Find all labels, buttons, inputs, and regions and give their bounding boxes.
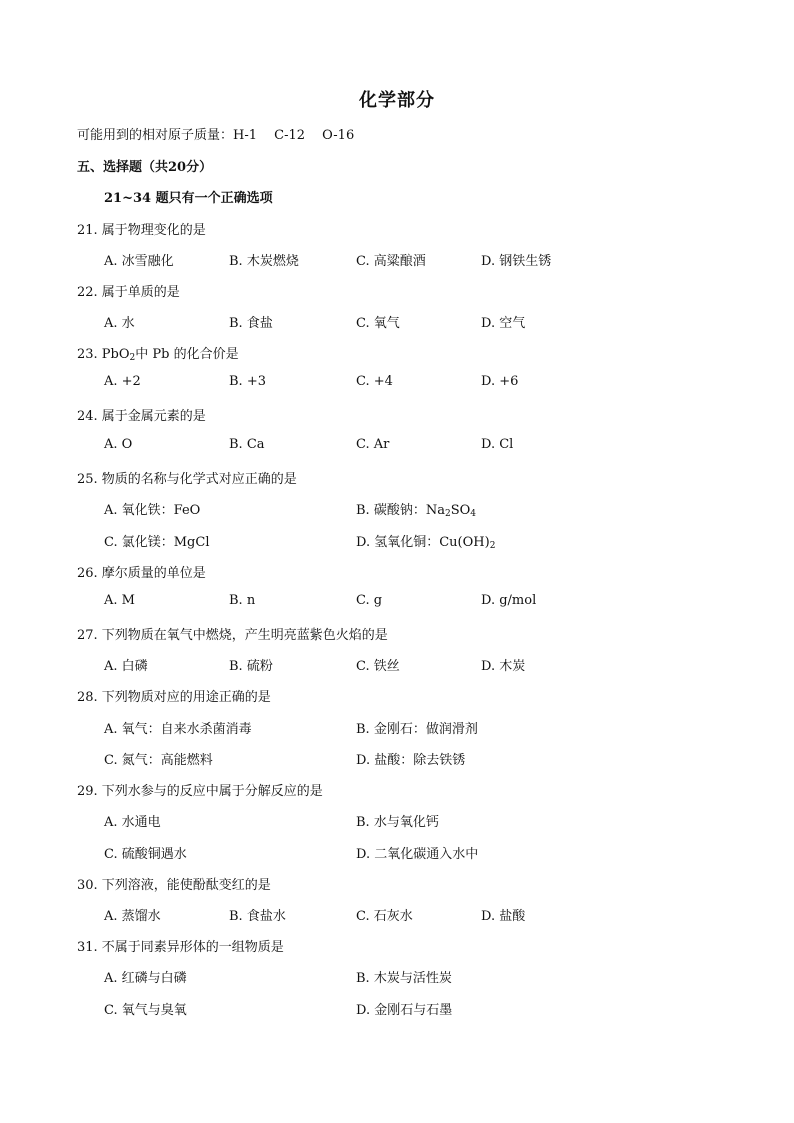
q25-b-sub1: 2 bbox=[444, 509, 451, 519]
q30-option-b: B. 食盐水 bbox=[229, 909, 286, 924]
question-30-stem: 30. 下列溶液，能使酚酞变红的是 bbox=[77, 878, 271, 893]
q26-option-c: C. g bbox=[356, 593, 383, 608]
q21-option-b: B. 木炭燃烧 bbox=[229, 254, 299, 269]
q26-option-a: A. M bbox=[104, 593, 135, 608]
q25-option-a: A. 氧化铁：FeO bbox=[104, 503, 201, 518]
q26-option-b: B. n bbox=[229, 593, 256, 608]
question-25-stem: 25. 物质的名称与化学式对应正确的是 bbox=[77, 472, 297, 487]
q28-option-b: B. 金刚石：做润滑剂 bbox=[356, 722, 478, 737]
q29-option-a: A. 水通电 bbox=[104, 815, 161, 830]
q23-option-d: D. +6 bbox=[481, 374, 519, 389]
question-23-stem bbox=[77, 343, 239, 362]
q25-option-c: C. 氯化镁：MgCl bbox=[104, 535, 210, 550]
q28-option-c: C. 氮气：高能燃料 bbox=[104, 753, 213, 768]
q23-stem-part2: 中 Pb 的化合价是 bbox=[135, 347, 239, 362]
question-26-stem: 26. 摩尔质量的单位是 bbox=[77, 566, 206, 581]
q25-b-part2: SO bbox=[450, 503, 471, 518]
question-22-stem: 22. 属于单质的是 bbox=[77, 285, 180, 300]
question-24-stem: 24. 属于金属元素的是 bbox=[77, 409, 206, 424]
q29-option-d: D. 二氧化碳通入水中 bbox=[356, 847, 479, 862]
section-heading: 五、选择题（共20分） bbox=[77, 160, 213, 175]
q24-option-d: D. Cl bbox=[481, 437, 514, 452]
q24-option-c: C. Ar bbox=[356, 437, 390, 452]
q22-option-b: B. 食盐 bbox=[229, 316, 273, 331]
q22-option-a: A. 水 bbox=[104, 316, 135, 331]
q30-option-d: D. 盐酸 bbox=[481, 909, 526, 924]
question-21-stem: 21. 属于物理变化的是 bbox=[77, 223, 206, 238]
question-27-stem: 27. 下列物质在氧气中燃烧，产生明亮蓝紫色火焰的是 bbox=[77, 628, 388, 643]
q23-option-b: B. +3 bbox=[229, 374, 266, 389]
q30-option-a: A. 蒸馏水 bbox=[104, 909, 161, 924]
q23-option-c: C. +4 bbox=[356, 374, 393, 389]
q28-option-a: A. 氧气：自来水杀菌消毒 bbox=[104, 722, 252, 737]
question-31-stem: 31. 不属于同素异形体的一组物质是 bbox=[77, 940, 284, 955]
q29-option-c: C. 硫酸铜遇水 bbox=[104, 847, 187, 862]
q30-option-c: C. 石灰水 bbox=[356, 909, 413, 924]
q27-option-a: A. 白磷 bbox=[104, 659, 148, 674]
q25-d-part1: D. 氢氧化铜：Cu(OH) bbox=[356, 535, 490, 550]
q31-option-d: D. 金刚石与石墨 bbox=[356, 1003, 453, 1018]
q25-d-sub: 2 bbox=[489, 541, 496, 551]
q21-option-d: D. 钢铁生锈 bbox=[481, 254, 552, 269]
question-29-stem: 29. 下列水参与的反应中属于分解反应的是 bbox=[77, 784, 323, 799]
q22-option-d: D. 空气 bbox=[481, 316, 526, 331]
atomic-mass-line: 可能用到的相对原子质量：H-1 C-12 O-16 bbox=[77, 128, 355, 143]
q24-option-a: A. O bbox=[104, 437, 133, 452]
q29-option-b: B. 水与氧化钙 bbox=[356, 815, 439, 830]
q31-option-a: A. 红磷与白磷 bbox=[104, 971, 187, 986]
q28-option-d: D. 盐酸：除去铁锈 bbox=[356, 753, 466, 768]
q23-stem-part1: 23. PbO bbox=[77, 347, 130, 362]
q27-option-d: D. 木炭 bbox=[481, 659, 526, 674]
page-title: 化学部分 bbox=[359, 90, 435, 111]
q21-option-a: A. 冰雪融化 bbox=[104, 254, 174, 269]
q24-option-b: B. Ca bbox=[229, 437, 265, 452]
q26-option-d: D. g/mol bbox=[481, 593, 537, 608]
q31-option-b: B. 木炭与活性炭 bbox=[356, 971, 452, 986]
q27-option-c: C. 铁丝 bbox=[356, 659, 400, 674]
q27-option-b: B. 硫粉 bbox=[229, 659, 273, 674]
section-subheading: 21~34 题只有一个正确选项 bbox=[104, 191, 273, 206]
q25-b-part1: B. 碳酸钠：Na bbox=[356, 503, 445, 518]
q25-option-d bbox=[356, 531, 495, 550]
q31-option-c: C. 氧气与臭氧 bbox=[104, 1003, 187, 1018]
q23-option-a: A. +2 bbox=[104, 374, 141, 389]
q21-option-c: C. 高粱酿酒 bbox=[356, 254, 426, 269]
q25-b-sub2: 4 bbox=[470, 509, 476, 519]
question-28-stem: 28. 下列物质对应的用途正确的是 bbox=[77, 690, 271, 705]
q22-option-c: C. 氧气 bbox=[356, 316, 400, 331]
q25-option-b bbox=[356, 499, 476, 518]
q23-subscript: 2 bbox=[129, 353, 136, 363]
